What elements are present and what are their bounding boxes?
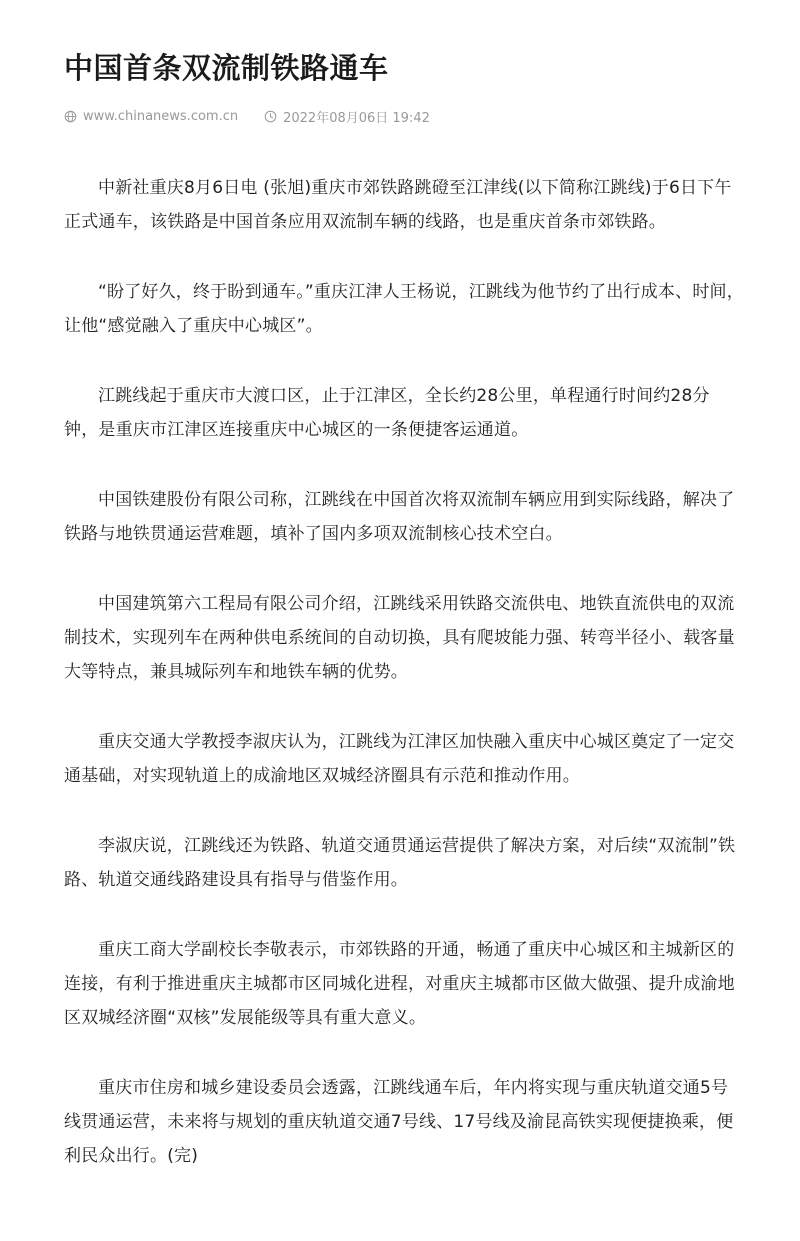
source-meta[interactable] [64,109,238,124]
article-meta [64,104,744,128]
article-paragraph: “盼了好久，终于盼到通车。”重庆江津人王杨说，江跳线为他节约了出行成本、时间，让他“感觉融入了重庆中心城区”。 [64,282,744,336]
article-paragraph: 李淑庆说，江跳线还为铁路、轨道交通贯通运营提供了解决方案，对后续“双流制”铁路、轨道交通线路建设具有指导与借鉴作用。 [64,836,736,890]
datetime-meta [264,107,430,126]
article-paragraph: 重庆工商大学副校长李敬表示，市郊铁路的开通，畅通了重庆中心城区和主城新区的连接，有利于推进重庆主城都市区同城化进程，对重庆主城都市区做大做强、提升成渝地区双城经济圈“双核”发展能级等具有重大意义。 [64,940,735,1028]
article-body [64,171,744,1173]
article-paragraph: 中国建筑第六工程局有限公司介绍，江跳线采用铁路交流供电、地铁直流供电的双流制技术，实现列车在两种供电系统间的自动切换，具有爬坡能力强、转弯半径小、载客量大等特点，兼具城际列车和地铁车辆的优势。 [64,594,735,682]
article [64,0,744,1209]
article-title: 中国首条双流制铁路通车 [64,51,389,85]
publish-datetime: 2022年08月06日 19:42 [283,110,430,126]
source-link[interactable]: www.chinanews.com.cn [83,108,239,124]
article-paragraph: 中国铁建股份有限公司称，江跳线在中国首次将双流制车辆应用到实际线路，解决了铁路与地铁贯通运营难题，填补了国内多项双流制核心技术空白。 [64,490,735,544]
clock-icon [264,110,277,123]
globe-icon [64,110,77,123]
article-paragraph: 中新社重庆8月6日电 (张旭)重庆市郊铁路跳磴至江津线(以下简称江跳线)于6日下午正式通车，该铁路是中国首条应用双流制车辆的线路，也是重庆首条市郊铁路。 [64,178,732,232]
article-paragraph: 江跳线起于重庆市大渡口区，止于江津区，全长约28公里，单程通行时间约28分钟，是重庆市江津区连接重庆中心城区的一条便捷客运通道。 [64,386,710,440]
article-paragraph: 重庆市住房和城乡建设委员会透露，江跳线通车后，年内将实现与重庆轨道交通5号线贯通运营，未来将与规划的重庆轨道交通7号线、17号线及渝昆高铁实现便捷换乘，便利民众出行。(完) [64,1078,734,1166]
article-paragraph: 重庆交通大学教授李淑庆认为，江跳线为江津区加快融入重庆中心城区奠定了一定交通基础，对实现轨道上的成渝地区双城经济圈具有示范和推动作用。 [64,732,735,786]
